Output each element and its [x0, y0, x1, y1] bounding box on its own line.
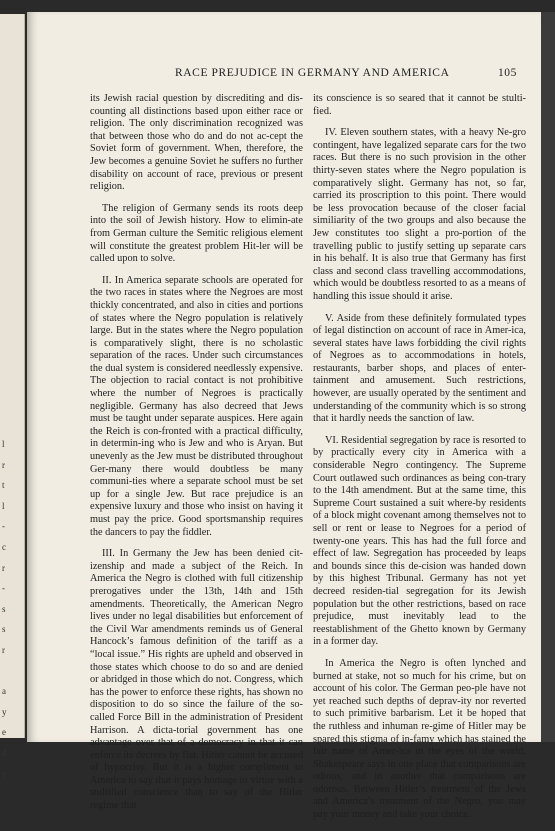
paragraph: In America the Negro is often lynched and burned at stake, not so much for his crime, but on account of his color. The German peo-ple have not yet reached such depths of deprav-ity nor reverted to such primitive barbarism. Let it be hoped that the ruthless and inhuman re-gime of Hitler may be spared this stigma of in-famy which has stained the fair name of Amer-ica in the eyes of the world. Shakespeare says in one place that comparisons are odious, and in another that comparisons are odorous. Between Hitler’s treatment of the Jews and America’s treatment of the Negro, you may pay your money and take your choice.	[313, 657, 526, 821]
paragraph: The religion of Germany sends its roots deep into the soil of Jewish history. How to elimin-ate from German culture the Semitic religious element will constitute the greatest problem Hit-ler will be called upon to solve.	[90, 202, 303, 265]
book-spine-shadow	[541, 12, 555, 742]
book-page	[27, 12, 541, 821]
running-header-title: RACE PREJUDICE IN GERMANY AND AMERICA	[175, 67, 450, 79]
paragraph: its Jewish racial question by discrediting and dis-counting all distinctions based upon either race or religion. The only discrimination recognized was that between those who do and do not ac-cept the Soviet form of government. When, therefore, the Jew becomes a genuine Soviet he suffers no further disability on account of race, previous or present religion.	[90, 93, 303, 193]
paragraph: II. In America separate schools are operated for the two races in states where the Negroes are most thickly concentrated, and also in cities and portions of states where the Negro population is relatively large. But in the states where the Negro population is comparatively slight, there is no scholastic separation of the races. Under such circumstances the dual system is considered needlessly expensive. The objection to racial contact is not prohibitive where the number of Negroes is practically negligible. Germany has also decreed that Jews must be taught under separate auspices. Here again the Reich is con-fronted with a practical difficulty, in determin-ing who is Jew and who is Aryan. But unevenly as the Jew must be distributed throughout Ger-many there would doubtless be many communi-ties where a separate school must be set up for a single Jew. But race prejudice is an expensive luxury and those who insist on having it must pay the price. Good sportsmanship requires the dancers to pay the fiddler.	[90, 274, 303, 538]
paragraph: VI. Residential segregation by race is resorted to by practically every city in America with a considerable Negro contingency. The Supreme Court outlawed such ordinances as being con-trary to the 14th amendment. But at the same time, this Supreme Court sustained a suit where-by residents of a block might covenant among themselves not to sell or rent or lease to Negroes for a period of twenty-one years. This has had the full force and effect of law. Segregation has proceeded by leaps and bounds since this de-cision was handed down by this highest Tribunal. Germany has not yet decreed residen-tial segregation for its Jewish population but the other restrictions, based on race prejudice, must inevitably lead to the reestablishment of the Ghetto known by Germany in a former day.	[313, 434, 526, 648]
paragraph: IV. Eleven southern states, with a heavy Ne-gro contingent, have legalized separate cars for the two races. But there is no such provision in the other thirty-seven states where the Negro population is comparatively slight. Germany has not, so far, carried its proscription to this point. There would be less provocation because of the closer facial similiarity of the two groups and also because the Jew constitutes too slight a pro-portion of the travelling public to justify setting up separate cars in his behalf. It is also true that Germany has first class and second class travelling accommodations, which would be doubtless resorted to as a means of handling this issue should it arise.	[313, 127, 526, 302]
right-text-column	[313, 93, 526, 831]
facing-page-edge	[0, 14, 25, 779]
paragraph: III. In Germany the Jew has been denied cit-izenship and made a subject of the Reich. In America the Negro is clothed with full citizenship prerogatives under the 13th, 14th and 15th amendments. Theoretically, the American Negro lives under no legal disabilities but enforcement of the Civil War amendments reminds us of General Hancock’s famous definition of the tariff as a “local issue.” His rights are upheld and observed in those states which choose to do so and are denied or abridged in those which do not. Congress, which has the power to enforce these rights, has shown no disposition to do so since the failure of the so-called Force Bill in the administration of President Harrison. A dicta-torial government has one advantage over that of a democracy in that it can enforce its decrees by fiat. Hitler cannot be accused of hypocrisy. But it is a higher compliment to America to say that it pays homage to virtue with a stultified conscience than to say of the Hitler regime that	[90, 548, 303, 812]
facing-page-text-fragments: l r t l - c r - s s r a y e d e	[2, 439, 7, 779]
paragraph: V. Aside from these definitely formulated types of legal distinction on account of race in Amer-ica, several states have laws forbidding the civil rights of Negroes as to accommodations in hotels, restaurants, barber shops, and places of enter-tainment and amusement. Such restrictions, however, are usually operated by the sentiment and understanding of the community which is so strong that it hardly needs the sanction of law.	[313, 312, 526, 425]
paragraph: its conscience is so seared that it cannot be stulti-fied.	[313, 93, 526, 117]
left-text-column	[90, 93, 303, 822]
page-number: 105	[497, 67, 517, 79]
